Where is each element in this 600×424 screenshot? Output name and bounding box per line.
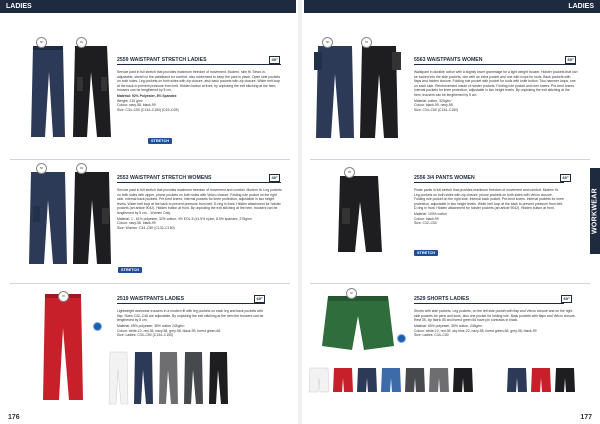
product-description: Pirate pants in full stretch that provides maximum freedom of movement and comfort. Modern fit. Leg pockets on both sides with zip closure, phone pockets on both sides with Velcro closure. Folding rule pocket on the right side. Internal back pocket. Pre-bent knees. Internal pockets for knee protection, adjustable in two height levels. Wider belt loop at the back to prevent pressure from belt. D-ring in front. Hidden attachment for holster pockets (art article 9042). Hidden button at front. <box>414 188 564 210</box>
product-title-2556: 2556 3/4 PANTS WOMEN <box>414 175 564 183</box>
left-header: LADIES <box>0 0 296 13</box>
stretch-badge-2553: STRETCH <box>118 267 142 273</box>
pant-black <box>209 352 228 404</box>
colour-tag-black: 99 <box>344 167 355 178</box>
product-body-2559 <box>117 70 283 112</box>
shorts-green-main <box>322 296 394 350</box>
colour-tag-navy: 58 <box>322 37 333 48</box>
spec-colour: Colour: white-10, red-35, sky blue-22, navy-58, forest green-66, grey-98, black-99 <box>414 328 537 333</box>
colour-tag-green: 66 <box>346 288 357 299</box>
pant-navy <box>134 352 153 404</box>
colour-tag-navy: 58 <box>36 37 47 48</box>
spec-material: Material: 65% polyester, 35% cotton, 245g/m² <box>414 324 483 328</box>
product-description: Lightweight workwear trousers in a modern fit with leg pockets on each leg and back pockets with flap. Sizes C42–C48 are adjustable. By unpicking the exit stitching at the hem the trousers can be lengthened by 5 cm. <box>117 309 264 322</box>
product-description: Service pant in full stretch that provides maximum freedom of movement and comfort. Modern fit. Leg pockets on both sides with zipper, phone pockets on both sides with Velcro closure. Folding rule pocket on the right side. Internal back pockets. Pre-bent knees. Internal pockets for knee protection, adjustable in two height levels. Wider belt loop at the back to prevent pressure from belt. D-ring in front. Hidden attachment for holster pockets (art article 9042). Hidden button at front. By unpicking the exit stitching at the hem, trousers can be lengthened by 5 cm. - Women Only. <box>117 188 282 215</box>
divider <box>10 283 290 284</box>
pant-black <box>360 46 401 138</box>
product-body-2556 <box>414 188 564 226</box>
product-2556-images <box>330 172 400 272</box>
wash-badge-2559: 40° <box>269 56 280 64</box>
stretch-badge-2556: STRETCH <box>414 250 438 256</box>
spec-material: Material: 65% polyester, 35% cotton 245g/m² <box>117 324 185 328</box>
pant-black <box>73 172 111 264</box>
divider <box>310 283 590 284</box>
page-number-right: 177 <box>580 414 592 421</box>
product-description: Waistpant in durable cotton with a slightly lower grammage for a light weight trouser. Holster pockets that can be tucked into the side pockets, one with an extra pocket and one with loops for tools. Back pockets with flaps and hidden closure. Folding rule pocket with pocket for tools with knife button. Two hammer loops, one on each side. Reinforcement inside of holster pockets. Folding rule pocket and over knees. Pre-bent knees. Internal pockets for knee protection, adjustable in two height levels. By unpicking the exit stitching at the hem, trousers can be lengthened by 5 cm. <box>414 70 578 97</box>
product-2559-images <box>25 42 115 142</box>
right-header: LADIES <box>304 0 600 13</box>
colour-tag-navy: 58 <box>36 163 47 174</box>
product-body-5563 <box>414 70 578 112</box>
shorts-navy <box>357 368 377 392</box>
shorts-navy-2 <box>507 368 527 392</box>
product-description: Service pant in full stretch that provides maximum freedom of movement. Modern, slim fit. Sewn-in, adjustable, stretch in the waistband for comfort, also rubberized to keep the pant in place. Open side pockets on both sides. Leg pockets on both sides with zip closure, also back pockets with zip closure. Wider belt loop at the back to prevent pressure from belt. Hidden button at front, by unpicking the exit stitching at the hem, trousers can be lengthened by 5 cm. <box>117 70 281 92</box>
spec-weight: Weight: 215 g/m² <box>117 98 143 103</box>
divider <box>10 159 290 160</box>
colour-tag-black: 99 <box>76 37 87 48</box>
product-title-2519: 2519 WAISTPANTS LADIES <box>117 296 265 304</box>
spec-colour: Colour: black-99, navy-58 <box>414 103 453 107</box>
product-body-2519 <box>117 309 267 338</box>
spec-colour: Colour: navy-58, black-99 <box>117 221 156 225</box>
divider <box>310 159 590 160</box>
spec-size: Size: C34–C50 (C134–C150) (D19–D25) <box>117 107 179 112</box>
workwear-side-tab: WORKWEAR <box>590 168 600 254</box>
wash-badge-2556: 60° <box>560 174 571 182</box>
pant-black-3-4 <box>338 176 382 252</box>
pant-black <box>73 46 111 137</box>
spec-size: Size: C32–C50 <box>414 221 437 225</box>
colour-tag-black: 99 <box>361 37 372 48</box>
shorts-white <box>309 368 329 392</box>
shorts-sky-blue <box>381 368 401 392</box>
product-title-2529: 2529 SHORTS LADIES <box>414 296 564 304</box>
pant-dark-grey <box>184 352 203 404</box>
wash-badge-2529: 60° <box>561 295 572 303</box>
product-body-2529 <box>414 309 576 338</box>
product-title-5563: 5563 WAISTPANTS WOMEN <box>414 57 576 65</box>
shorts-red-2 <box>531 368 551 392</box>
pant-red-main <box>43 294 83 400</box>
spec-size: Size: Ladies: C34–C50 (C134–C150) <box>117 333 173 337</box>
product-2529-images <box>308 290 588 410</box>
spec-colour: Colour: white-10, red-35, navy-58, grey-98, black-99, forest green-66 <box>117 328 221 333</box>
spec-material: Material: cotton, 320g/m² <box>414 98 452 103</box>
page-spine <box>298 0 302 424</box>
wash-badge-2519: 60° <box>254 295 265 303</box>
product-body-2553 <box>117 188 283 230</box>
spec-colour: Colour: navy-58, black-99 <box>117 103 156 107</box>
product-5563-images <box>312 42 402 142</box>
colour-tag-black: 99 <box>76 163 87 174</box>
page-number-left: 176 <box>8 414 20 421</box>
certification-icon <box>93 322 102 331</box>
spec-material: Material: 100% cotton <box>414 212 447 216</box>
colour-tag-red: 35 <box>58 291 69 302</box>
shorts-black <box>453 368 473 392</box>
shorts-grey <box>429 368 449 392</box>
pant-grey <box>159 352 178 404</box>
pant-white <box>109 352 128 404</box>
shorts-red <box>333 368 353 392</box>
spec-material: Material: 92% Polyester, 8% Spandex <box>117 94 177 98</box>
pant-navy <box>29 172 67 264</box>
pant-navy <box>314 46 354 138</box>
wash-badge-2553: 40° <box>269 174 280 182</box>
certification-icon <box>397 334 406 343</box>
wash-badge-5563: 60° <box>565 56 576 64</box>
stretch-badge-2559: STRETCH <box>148 138 172 144</box>
product-title-2559: 2559 WAISTPANT STRETCH LADIES <box>117 57 281 65</box>
product-2553-images <box>25 168 115 268</box>
spec-size: Size: Ladies: C34–C50 <box>414 333 449 337</box>
shorts-black-2 <box>555 368 575 392</box>
spec-size: Size: Women: C34–C50 (C132–C150) <box>117 225 175 230</box>
spec-colour: Colour: black-99 <box>414 216 439 221</box>
product-title-2553: 2553 WAISTPANT STRETCH WOMENS <box>117 175 281 183</box>
spec-size: Size: C34–C50 (C134–C150) <box>414 107 459 112</box>
shorts-dark-grey <box>405 368 425 392</box>
spec-material: Material: 1 - 61% polyester, 32% cotton, 4% EOL-5 (41.5% nylon, 8.5% spandex, 275g/m² <box>117 216 252 221</box>
pant-navy <box>31 46 65 137</box>
product-description: Shorts with side pockets. Leg pockets, on the left side pocket with flap and Velcro closure and on the right side pockets for pens and tools, also one pocket for folding rule. Back pockets with flaps and Velcro closure. Rest 35, zip fabric 55 and forest green 66 have pin contrasts in black. <box>414 309 576 322</box>
